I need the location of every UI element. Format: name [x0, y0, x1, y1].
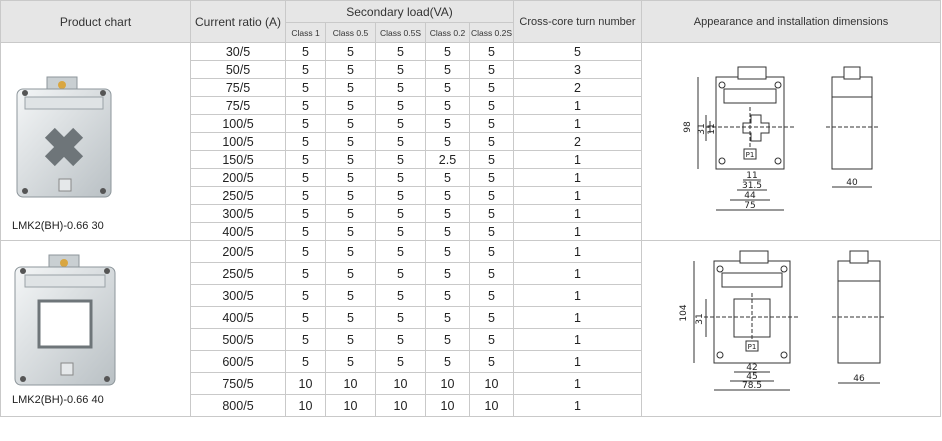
dim-terminal: P1 [747, 343, 757, 351]
header-cross-core: Cross-core turn number [514, 1, 642, 43]
secondary-load-cell: 5 [376, 151, 426, 169]
current-ratio-cell: 400/5 [191, 307, 286, 329]
dim-window: 31 [695, 313, 705, 325]
secondary-load-cell: 10 [426, 395, 470, 417]
turn-number-cell: 2 [514, 79, 642, 97]
secondary-load-cell: 5 [426, 241, 470, 263]
dim-w1: 11 [746, 171, 758, 181]
secondary-load-cell: 5 [286, 285, 326, 307]
header-class: Class 0.2 [426, 23, 470, 43]
secondary-load-cell: 5 [326, 329, 376, 351]
current-ratio-cell: 75/5 [191, 79, 286, 97]
secondary-load-cell: 5 [286, 61, 326, 79]
turn-number-cell: 1 [514, 169, 642, 187]
secondary-load-cell: 5 [470, 285, 514, 307]
header-secondary-load: Secondary load(VA) [286, 1, 514, 23]
turn-number-cell: 1 [514, 373, 642, 395]
turn-number-cell: 1 [514, 307, 642, 329]
secondary-load-cell: 5 [376, 97, 426, 115]
secondary-load-cell: 10 [326, 373, 376, 395]
table-row [1, 43, 941, 61]
secondary-load-cell: 5 [470, 115, 514, 133]
turn-number-cell: 3 [514, 61, 642, 79]
current-ratio-cell: 300/5 [191, 205, 286, 223]
header-class: Class 1 [286, 23, 326, 43]
dimension-drawing-cell [642, 241, 941, 417]
secondary-load-cell: 5 [470, 61, 514, 79]
secondary-load-cell: 10 [470, 373, 514, 395]
secondary-load-cell: 5 [376, 263, 426, 285]
secondary-load-cell: 10 [286, 373, 326, 395]
secondary-load-cell: 5 [286, 79, 326, 97]
turn-number-cell: 1 [514, 205, 642, 223]
secondary-load-cell: 5 [286, 329, 326, 351]
ct-photo-40 [9, 253, 121, 391]
secondary-load-cell: 5 [326, 61, 376, 79]
secondary-load-cell: 5 [376, 43, 426, 61]
current-ratio-cell: 50/5 [191, 61, 286, 79]
secondary-load-cell: 5 [376, 351, 426, 373]
turn-number-cell: 5 [514, 43, 642, 61]
secondary-load-cell: 5 [426, 97, 470, 115]
secondary-load-cell: 5 [286, 307, 326, 329]
product-group-1 [1, 43, 941, 241]
secondary-load-cell: 5 [326, 43, 376, 61]
current-ratio-cell: 150/5 [191, 151, 286, 169]
secondary-load-cell: 5 [426, 61, 470, 79]
turn-number-cell: 1 [514, 263, 642, 285]
secondary-load-cell: 5 [470, 169, 514, 187]
ct-photo-30 [9, 75, 119, 205]
secondary-load-cell: 5 [426, 351, 470, 373]
secondary-load-cell: 5 [376, 133, 426, 151]
secondary-load-cell: 5 [426, 43, 470, 61]
header-class: Class 0.2S [470, 23, 514, 43]
current-ratio-cell: 800/5 [191, 395, 286, 417]
turn-number-cell: 1 [514, 97, 642, 115]
secondary-load-cell: 2.5 [426, 151, 470, 169]
secondary-load-cell: 5 [470, 79, 514, 97]
secondary-load-cell: 5 [286, 97, 326, 115]
secondary-load-cell: 5 [470, 187, 514, 205]
secondary-load-cell: 5 [326, 79, 376, 97]
secondary-load-cell: 5 [326, 223, 376, 241]
current-ratio-cell: 300/5 [191, 285, 286, 307]
product-model-label: LMK2(BH)-0.66 30 [12, 220, 104, 232]
header-appearance: Appearance and installation dimensions [642, 1, 941, 43]
secondary-load-cell: 5 [326, 307, 376, 329]
secondary-load-cell: 5 [470, 205, 514, 223]
current-ratio-cell: 75/5 [191, 97, 286, 115]
secondary-load-cell: 5 [326, 285, 376, 307]
secondary-load-cell: 5 [426, 169, 470, 187]
turn-number-cell: 1 [514, 351, 642, 373]
turn-number-cell: 1 [514, 285, 642, 307]
secondary-load-cell: 5 [470, 241, 514, 263]
current-ratio-cell: 250/5 [191, 187, 286, 205]
secondary-load-cell: 5 [426, 115, 470, 133]
secondary-load-cell: 5 [426, 329, 470, 351]
dimension-drawing-cell [642, 43, 941, 241]
current-ratio-cell: 100/5 [191, 133, 286, 151]
header-class: Class 0.5S [376, 23, 426, 43]
secondary-load-cell: 5 [470, 307, 514, 329]
secondary-load-cell: 5 [376, 241, 426, 263]
secondary-load-cell: 5 [426, 187, 470, 205]
secondary-load-cell: 10 [326, 395, 376, 417]
turn-number-cell: 1 [514, 329, 642, 351]
secondary-load-cell: 5 [286, 241, 326, 263]
table-row [1, 241, 941, 263]
dim-height: 104 [679, 304, 689, 322]
secondary-load-cell: 5 [326, 187, 376, 205]
turn-number-cell: 1 [514, 241, 642, 263]
secondary-load-cell: 5 [376, 61, 426, 79]
secondary-load-cell: 5 [376, 115, 426, 133]
dim-w3: 78.5 [741, 381, 763, 391]
current-ratio-cell: 500/5 [191, 329, 286, 351]
secondary-load-cell: 5 [376, 205, 426, 223]
secondary-load-cell: 5 [470, 97, 514, 115]
secondary-load-cell: 5 [470, 223, 514, 241]
dim-terminal: P1 [745, 151, 755, 159]
header-product-chart: Product chart [1, 1, 191, 43]
secondary-load-cell: 5 [426, 79, 470, 97]
secondary-load-cell: 5 [286, 187, 326, 205]
secondary-load-cell: 5 [470, 351, 514, 373]
product-photo-cell [1, 43, 191, 241]
dimension-drawing-40 [646, 241, 936, 416]
secondary-load-cell: 5 [376, 169, 426, 187]
secondary-load-cell: 5 [326, 263, 376, 285]
dim-slot: 11 [707, 123, 717, 135]
product-photo-cell [1, 241, 191, 417]
turn-number-cell: 1 [514, 395, 642, 417]
current-ratio-cell: 100/5 [191, 115, 286, 133]
current-ratio-cell: 200/5 [191, 169, 286, 187]
secondary-load-cell: 10 [286, 395, 326, 417]
secondary-load-cell: 5 [326, 151, 376, 169]
dim-w2: 31.5 [741, 181, 763, 191]
secondary-load-cell: 5 [286, 223, 326, 241]
secondary-load-cell: 5 [326, 351, 376, 373]
dim-w1: 42 [746, 363, 758, 373]
secondary-load-cell: 5 [286, 205, 326, 223]
secondary-load-cell: 5 [286, 43, 326, 61]
secondary-load-cell: 10 [376, 373, 426, 395]
secondary-load-cell: 5 [426, 285, 470, 307]
secondary-load-cell: 5 [376, 79, 426, 97]
secondary-load-cell: 10 [426, 373, 470, 395]
dim-depth: 46 [853, 374, 865, 384]
current-ratio-cell: 250/5 [191, 263, 286, 285]
secondary-load-cell: 5 [376, 187, 426, 205]
turn-number-cell: 1 [514, 187, 642, 205]
dim-height: 98 [683, 121, 693, 133]
turn-number-cell: 1 [514, 151, 642, 169]
secondary-load-cell: 5 [470, 43, 514, 61]
dimension-drawing-30 [646, 45, 936, 225]
current-ratio-cell: 400/5 [191, 223, 286, 241]
secondary-load-cell: 5 [326, 169, 376, 187]
secondary-load-cell: 5 [286, 263, 326, 285]
secondary-load-cell: 5 [286, 169, 326, 187]
secondary-load-cell: 5 [426, 133, 470, 151]
dim-window: 31 [697, 123, 707, 135]
secondary-load-cell: 5 [376, 223, 426, 241]
secondary-load-cell: 5 [426, 205, 470, 223]
header-class: Class 0.5 [326, 23, 376, 43]
secondary-load-cell: 5 [326, 133, 376, 151]
secondary-load-cell: 5 [376, 329, 426, 351]
secondary-load-cell: 5 [426, 307, 470, 329]
secondary-load-cell: 5 [286, 151, 326, 169]
dim-depth: 40 [846, 178, 858, 188]
secondary-load-cell: 5 [326, 115, 376, 133]
secondary-load-cell: 5 [470, 329, 514, 351]
turn-number-cell: 2 [514, 133, 642, 151]
secondary-load-cell: 5 [470, 133, 514, 151]
secondary-load-cell: 5 [286, 133, 326, 151]
turn-number-cell: 1 [514, 223, 642, 241]
current-ratio-cell: 200/5 [191, 241, 286, 263]
product-group-2 [1, 241, 941, 417]
dim-w2: 45 [746, 372, 758, 382]
secondary-load-cell: 5 [426, 263, 470, 285]
secondary-load-cell: 5 [470, 151, 514, 169]
secondary-load-cell: 5 [426, 223, 470, 241]
current-ratio-cell: 30/5 [191, 43, 286, 61]
secondary-load-cell: 5 [376, 307, 426, 329]
current-ratio-cell: 600/5 [191, 351, 286, 373]
secondary-load-cell: 10 [376, 395, 426, 417]
secondary-load-cell: 5 [376, 285, 426, 307]
current-ratio-cell: 750/5 [191, 373, 286, 395]
dim-w3: 44 [744, 191, 756, 201]
header-current-ratio: Current ratio (A) [191, 1, 286, 43]
secondary-load-cell: 10 [470, 395, 514, 417]
secondary-load-cell: 5 [326, 241, 376, 263]
secondary-load-cell: 5 [286, 115, 326, 133]
secondary-load-cell: 5 [470, 263, 514, 285]
secondary-load-cell: 5 [326, 97, 376, 115]
secondary-load-cell: 5 [286, 351, 326, 373]
secondary-load-cell: 5 [326, 205, 376, 223]
turn-number-cell: 1 [514, 115, 642, 133]
product-model-label: LMK2(BH)-0.66 40 [12, 394, 104, 406]
dim-w4: 75 [744, 201, 756, 211]
